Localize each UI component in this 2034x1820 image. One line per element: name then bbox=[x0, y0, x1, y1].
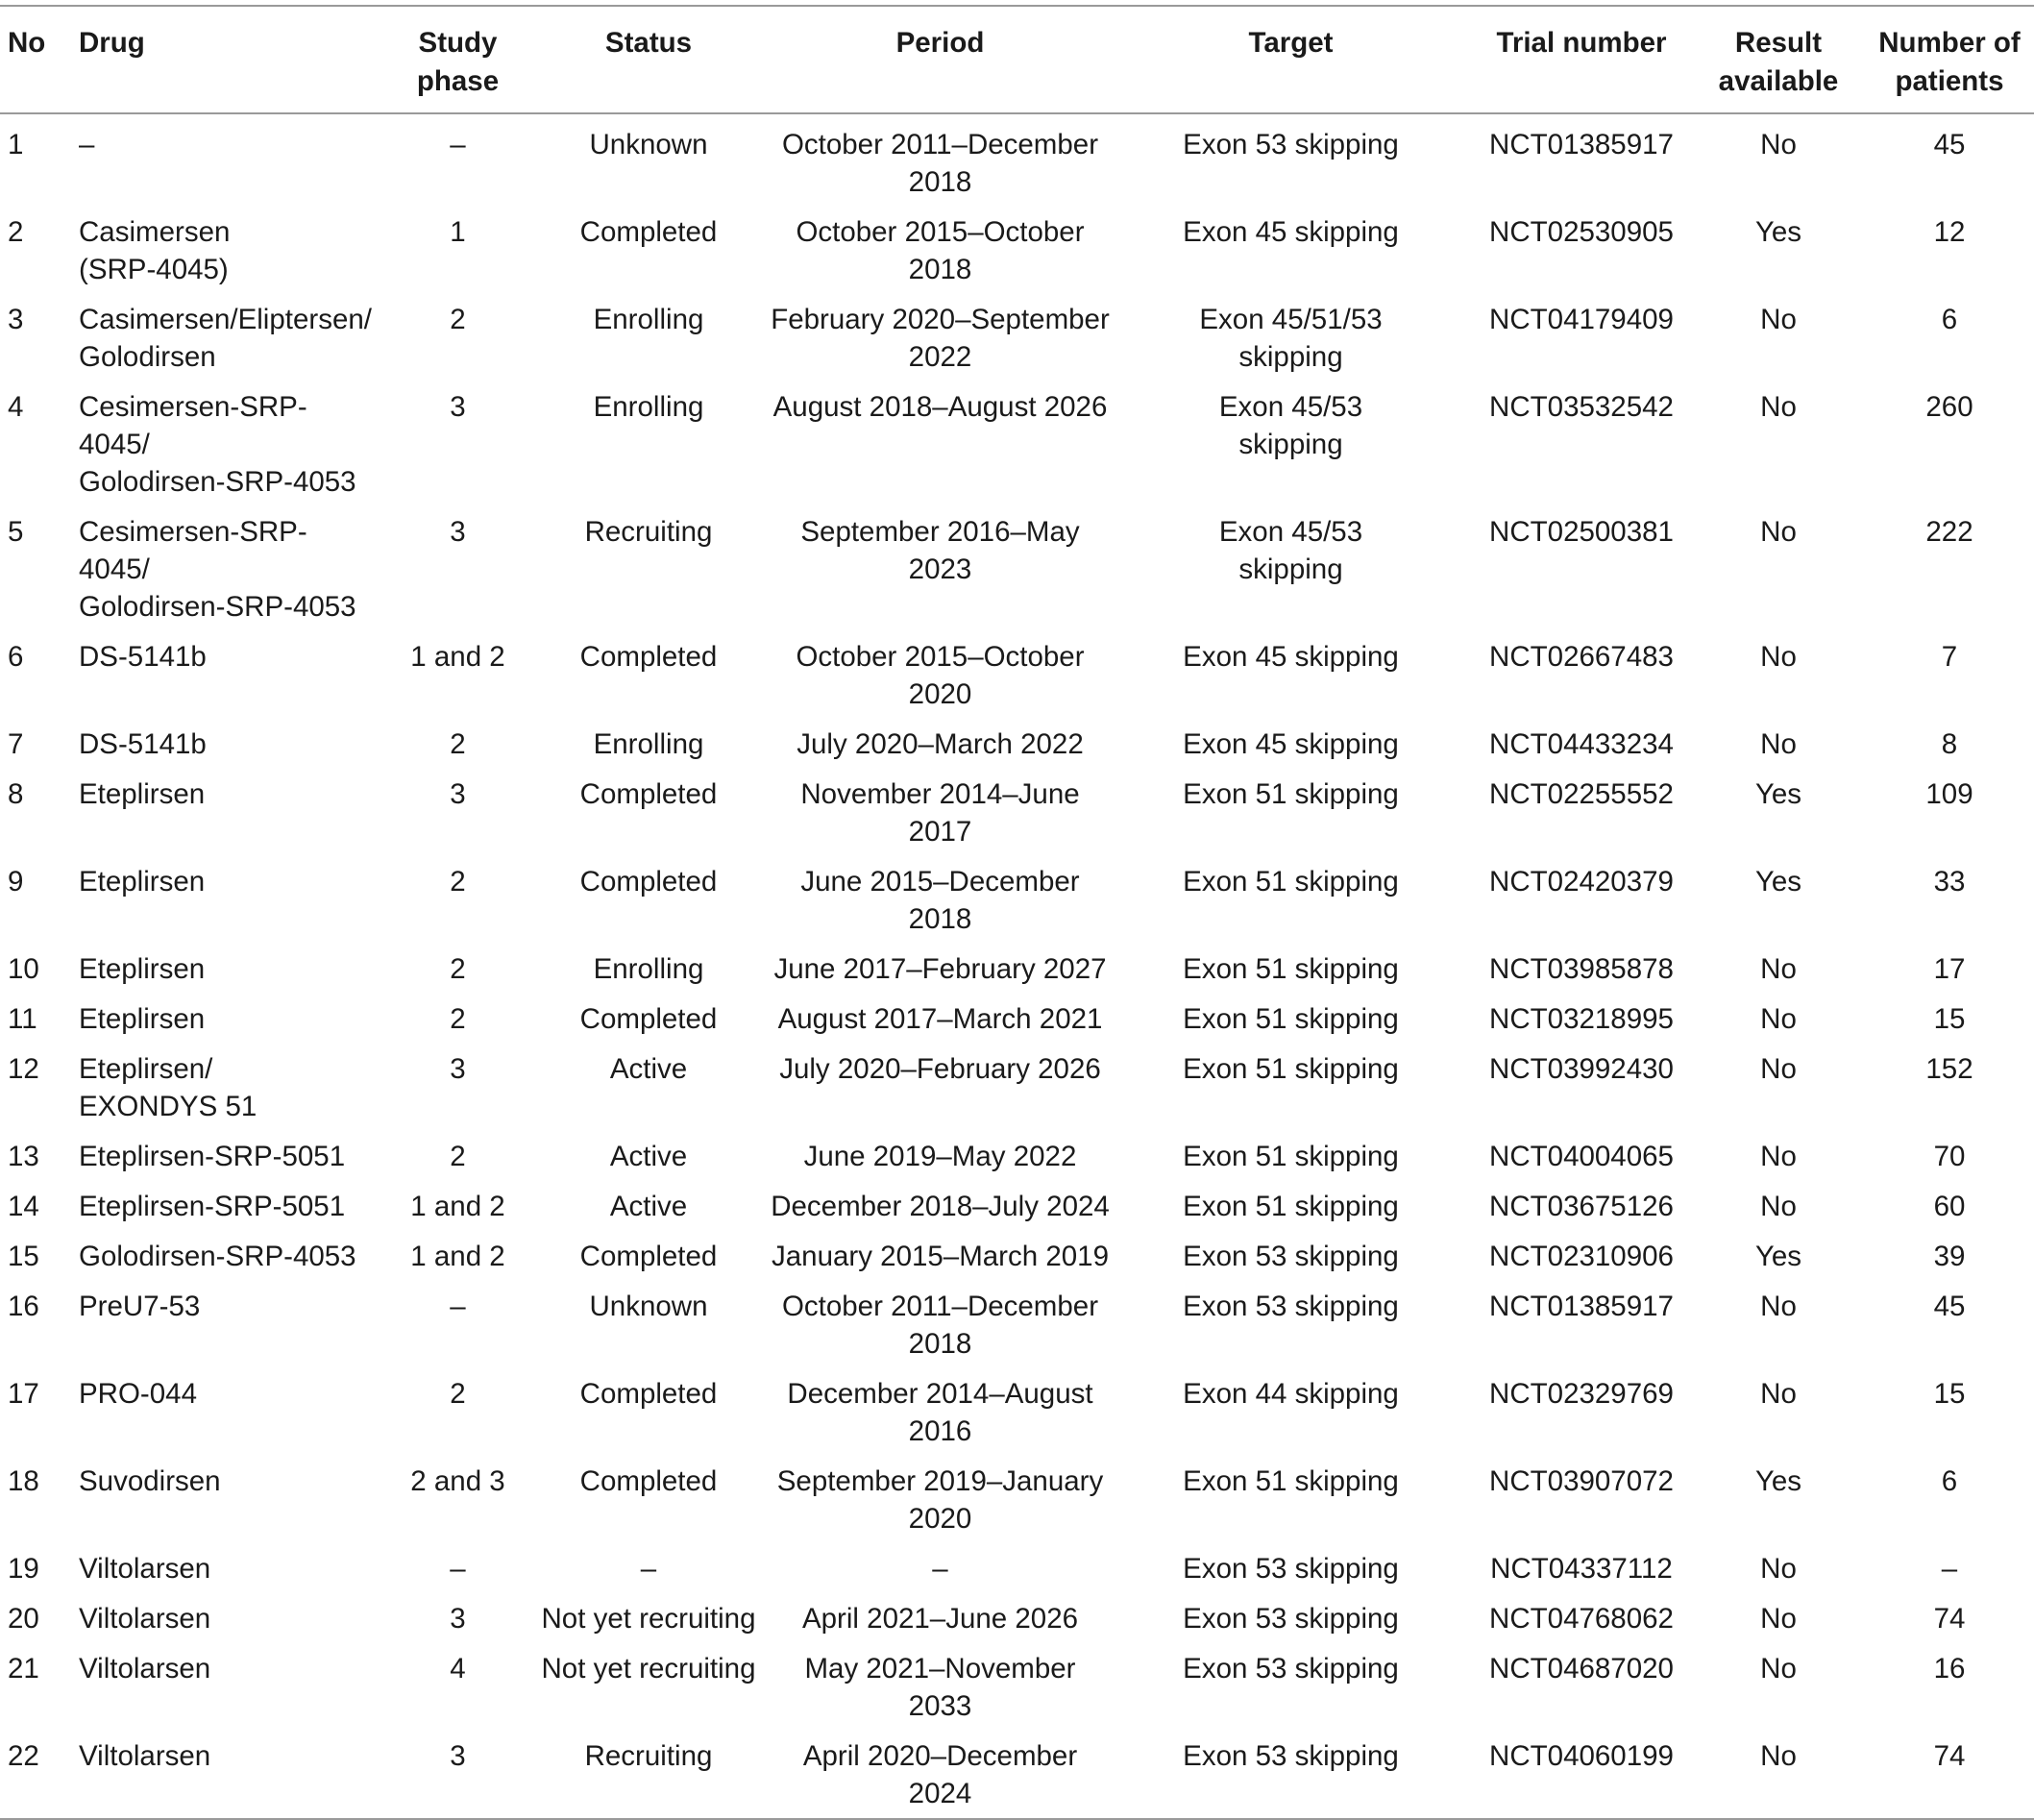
header-result-available-line: Result bbox=[1734, 27, 1823, 59]
cell-result-available: No bbox=[1760, 391, 1797, 423]
cell-period: July 2020–March 2022 bbox=[796, 728, 1084, 760]
cell-study-phase: 2 and 3 bbox=[410, 1465, 505, 1497]
cell-period: June 2017–February 2027 bbox=[773, 953, 1107, 985]
cell-period: August 2018–August 2026 bbox=[772, 391, 1108, 423]
header-result-available-line: available bbox=[1718, 65, 1839, 97]
cell-number-of-patients: 33 bbox=[1933, 866, 1966, 898]
table-row bbox=[0, 1593, 2034, 1643]
cell-no: 12 bbox=[8, 1053, 39, 1085]
cell-no: 1 bbox=[8, 129, 24, 160]
table-row bbox=[0, 856, 2034, 944]
cell-target-line: Exon 51 skipping bbox=[1183, 1465, 1399, 1497]
cell-result-available: No bbox=[1760, 1603, 1797, 1635]
cell-target-line: skipping bbox=[1238, 429, 1343, 460]
cell-target-line: Exon 53 skipping bbox=[1183, 1603, 1399, 1635]
cell-result-available: Yes bbox=[1754, 1465, 1802, 1497]
cell-drug bbox=[71, 944, 388, 994]
cell-drug bbox=[71, 1731, 388, 1819]
cell-number-of-patients: 15 bbox=[1933, 1003, 1966, 1035]
table-row bbox=[0, 631, 2034, 719]
cell-target bbox=[1111, 1643, 1471, 1731]
cell-target bbox=[1111, 1181, 1471, 1231]
cell-drug-line: Cesimersen-SRP- bbox=[79, 391, 307, 423]
cell-no: 19 bbox=[8, 1553, 39, 1585]
cell-result-available: No bbox=[1760, 1653, 1797, 1685]
cell-drug bbox=[71, 506, 388, 631]
cell-number-of-patients: 12 bbox=[1933, 216, 1966, 248]
cell-target-line: Exon 45/51/53 bbox=[1199, 304, 1383, 335]
cell-target bbox=[1111, 113, 1471, 207]
cell-no: 15 bbox=[8, 1241, 39, 1272]
cell-period: October 2015–October 2018 bbox=[796, 216, 1085, 285]
cell-study-phase: 2 bbox=[450, 1378, 466, 1410]
table-row bbox=[0, 1731, 2034, 1819]
cell-period: October 2011–December 2018 bbox=[781, 129, 1099, 198]
cell-drug-line: Eteplirsen bbox=[79, 953, 206, 985]
cell-result-available: No bbox=[1760, 1740, 1797, 1772]
cell-drug-line: – bbox=[79, 129, 95, 160]
cell-trial-number: NCT01385917 bbox=[1489, 1291, 1674, 1322]
cell-target bbox=[1111, 1456, 1471, 1543]
cell-number-of-patients: 70 bbox=[1933, 1141, 1966, 1172]
cell-drug bbox=[71, 1044, 388, 1131]
cell-drug bbox=[71, 1593, 388, 1643]
cell-drug-line: DS-5141b bbox=[79, 641, 207, 673]
cell-trial-number: NCT03985878 bbox=[1489, 953, 1674, 985]
cell-result-available: No bbox=[1760, 129, 1797, 160]
cell-result-available: No bbox=[1760, 304, 1797, 335]
header-study-phase bbox=[388, 6, 527, 113]
cell-study-phase: 2 bbox=[450, 953, 466, 985]
cell-study-phase: 1 and 2 bbox=[410, 641, 505, 673]
table-row bbox=[0, 1281, 2034, 1368]
cell-result-available: No bbox=[1760, 516, 1797, 548]
cell-status: Active bbox=[609, 1053, 688, 1085]
cell-no: 2 bbox=[8, 216, 24, 248]
table-row bbox=[0, 1231, 2034, 1281]
cell-no: 14 bbox=[8, 1191, 39, 1222]
cell-status: Enrolling bbox=[593, 391, 704, 423]
cell-period: August 2017–March 2021 bbox=[777, 1003, 1103, 1035]
cell-drug bbox=[71, 1456, 388, 1543]
cell-trial-number: NCT02255552 bbox=[1489, 778, 1674, 810]
cell-period: May 2021–November 2033 bbox=[804, 1653, 1076, 1722]
cell-drug bbox=[71, 631, 388, 719]
cell-drug-line: Viltolarsen bbox=[79, 1653, 211, 1685]
cell-drug bbox=[71, 1131, 388, 1181]
header-period: Period bbox=[895, 27, 985, 59]
cell-period: October 2011–December 2018 bbox=[781, 1291, 1099, 1360]
cell-period: – bbox=[932, 1553, 948, 1585]
cell-number-of-patients: 60 bbox=[1933, 1191, 1966, 1222]
cell-target bbox=[1111, 719, 1471, 769]
header-study-phase-line: phase bbox=[416, 65, 500, 97]
cell-no: 11 bbox=[8, 1003, 37, 1035]
cell-no: 8 bbox=[8, 778, 24, 810]
cell-trial-number: NCT02667483 bbox=[1489, 641, 1674, 673]
header-number-of-patients bbox=[1865, 6, 2034, 113]
cell-no: 22 bbox=[8, 1740, 39, 1772]
cell-drug-line: Viltolarsen bbox=[79, 1740, 211, 1772]
cell-drug-line: Golodirsen-SRP-4053 bbox=[79, 466, 356, 498]
cell-period: June 2015–December 2018 bbox=[800, 866, 1080, 935]
cell-trial-number: NCT03907072 bbox=[1489, 1465, 1674, 1497]
cell-target-line: Exon 45 skipping bbox=[1183, 728, 1399, 760]
cell-target-line: Exon 44 skipping bbox=[1183, 1378, 1399, 1410]
cell-period: June 2019–May 2022 bbox=[803, 1141, 1077, 1172]
cell-status: Completed bbox=[579, 778, 718, 810]
cell-no: 3 bbox=[8, 304, 24, 335]
cell-number-of-patients: 74 bbox=[1933, 1603, 1966, 1635]
cell-status: Enrolling bbox=[593, 953, 704, 985]
cell-trial-number: NCT03218995 bbox=[1489, 1003, 1674, 1035]
cell-target-line: Exon 53 skipping bbox=[1183, 129, 1399, 160]
cell-drug bbox=[71, 719, 388, 769]
cell-trial-number: NCT04179409 bbox=[1489, 304, 1674, 335]
table-row bbox=[0, 1643, 2034, 1731]
cell-target-line: Exon 53 skipping bbox=[1183, 1291, 1399, 1322]
cell-drug bbox=[71, 1643, 388, 1731]
cell-target-line: Exon 51 skipping bbox=[1183, 1141, 1399, 1172]
table-body bbox=[0, 113, 2034, 1819]
cell-trial-number: NCT02310906 bbox=[1489, 1241, 1674, 1272]
cell-number-of-patients: 6 bbox=[1941, 304, 1958, 335]
table-header-row bbox=[0, 6, 2034, 113]
table-row bbox=[0, 1181, 2034, 1231]
cell-study-phase: – bbox=[450, 129, 466, 160]
cell-target bbox=[1111, 1731, 1471, 1819]
cell-trial-number: NCT03992430 bbox=[1489, 1053, 1674, 1085]
cell-period: September 2016–May 2023 bbox=[800, 516, 1080, 585]
cell-result-available: No bbox=[1760, 1003, 1797, 1035]
cell-period: July 2020–February 2026 bbox=[779, 1053, 1101, 1085]
cell-drug-line: PreU7-53 bbox=[79, 1291, 201, 1322]
cell-no: 10 bbox=[8, 953, 39, 985]
cell-target-line: Exon 45/53 bbox=[1218, 391, 1363, 423]
cell-study-phase: 4 bbox=[450, 1653, 466, 1685]
table-row bbox=[0, 113, 2034, 207]
cell-status: Unknown bbox=[589, 129, 708, 160]
table-row bbox=[0, 1044, 2034, 1131]
cell-target-line: Exon 51 skipping bbox=[1183, 778, 1399, 810]
cell-status: – bbox=[640, 1553, 657, 1585]
cell-target-line: Exon 45 skipping bbox=[1183, 641, 1399, 673]
cell-status: Not yet recruiting bbox=[541, 1603, 756, 1635]
cell-result-available: No bbox=[1760, 1378, 1797, 1410]
table-row bbox=[0, 207, 2034, 294]
table-row bbox=[0, 1543, 2034, 1593]
cell-trial-number: NCT04337112 bbox=[1490, 1553, 1673, 1585]
cell-trial-number: NCT03675126 bbox=[1489, 1191, 1674, 1222]
cell-trial-number: NCT04433234 bbox=[1489, 728, 1674, 760]
cell-drug bbox=[71, 994, 388, 1044]
cell-number-of-patients: 152 bbox=[1925, 1053, 1973, 1085]
cell-status: Enrolling bbox=[593, 728, 704, 760]
cell-period: December 2018–July 2024 bbox=[771, 1191, 1110, 1222]
header-drug: Drug bbox=[79, 27, 145, 59]
cell-study-phase: 1 and 2 bbox=[410, 1241, 505, 1272]
header-no: No bbox=[8, 27, 46, 59]
cell-drug-line: Viltolarsen bbox=[79, 1553, 211, 1585]
cell-target bbox=[1111, 1131, 1471, 1181]
cell-period: December 2014–August 2016 bbox=[787, 1378, 1093, 1447]
cell-status: Completed bbox=[579, 216, 718, 248]
cell-number-of-patients: 260 bbox=[1925, 391, 1973, 423]
header-number-of-patients-line: patients bbox=[1895, 65, 2004, 97]
cell-study-phase: – bbox=[450, 1291, 466, 1322]
cell-result-available: No bbox=[1760, 641, 1797, 673]
cell-status: Not yet recruiting bbox=[541, 1653, 756, 1685]
cell-result-available: No bbox=[1760, 1053, 1797, 1085]
cell-number-of-patients: 8 bbox=[1941, 728, 1958, 760]
cell-trial-number: NCT04687020 bbox=[1489, 1653, 1674, 1685]
cell-target-line: Exon 51 skipping bbox=[1183, 866, 1399, 898]
cell-period: April 2021–June 2026 bbox=[801, 1603, 1079, 1635]
cell-drug-line: Cesimersen-SRP- bbox=[79, 516, 307, 548]
cell-target-line: Exon 45 skipping bbox=[1183, 216, 1399, 248]
cell-drug-line: 4045/ bbox=[79, 553, 150, 585]
cell-drug-line: Golodirsen bbox=[79, 341, 216, 373]
cell-drug-line: PRO-044 bbox=[79, 1378, 197, 1410]
cell-drug bbox=[71, 1543, 388, 1593]
cell-result-available: No bbox=[1760, 1191, 1797, 1222]
cell-status: Completed bbox=[579, 1241, 718, 1272]
cell-target-line: Exon 51 skipping bbox=[1183, 1191, 1399, 1222]
cell-study-phase: 3 bbox=[450, 1740, 466, 1772]
cell-number-of-patients: 17 bbox=[1933, 953, 1966, 985]
cell-drug-line: Eteplirsen bbox=[79, 1003, 206, 1035]
cell-result-available: Yes bbox=[1754, 866, 1802, 898]
cell-study-phase: 3 bbox=[450, 516, 466, 548]
cell-no: 9 bbox=[8, 866, 24, 898]
table-row bbox=[0, 994, 2034, 1044]
cell-target-line: Exon 53 skipping bbox=[1183, 1740, 1399, 1772]
cell-drug-line: (SRP-4045) bbox=[79, 254, 229, 285]
cell-study-phase: 2 bbox=[450, 728, 466, 760]
cell-trial-number: NCT02530905 bbox=[1489, 216, 1674, 248]
cell-status: Enrolling bbox=[593, 304, 704, 335]
cell-target-line: Exon 51 skipping bbox=[1183, 1053, 1399, 1085]
cell-trial-number: NCT02500381 bbox=[1489, 516, 1674, 548]
cell-status: Active bbox=[609, 1191, 688, 1222]
cell-result-available: No bbox=[1760, 728, 1797, 760]
cell-status: Active bbox=[609, 1141, 688, 1172]
cell-status: Recruiting bbox=[584, 1740, 713, 1772]
cell-drug-line: Viltolarsen bbox=[79, 1603, 211, 1635]
cell-status: Completed bbox=[579, 1003, 718, 1035]
cell-drug-line: DS-5141b bbox=[79, 728, 207, 760]
cell-study-phase: 1 bbox=[450, 216, 466, 248]
cell-drug-line: 4045/ bbox=[79, 429, 150, 460]
cell-target-line: Exon 53 skipping bbox=[1183, 1241, 1399, 1272]
cell-result-available: No bbox=[1760, 1553, 1797, 1585]
cell-no: 21 bbox=[8, 1653, 39, 1685]
header-study-phase-line: Study bbox=[418, 27, 498, 59]
cell-number-of-patients: 7 bbox=[1941, 641, 1958, 673]
cell-study-phase: 2 bbox=[450, 1003, 466, 1035]
cell-trial-number: NCT04768062 bbox=[1489, 1603, 1674, 1635]
cell-no: 5 bbox=[8, 516, 24, 548]
cell-drug bbox=[71, 294, 388, 381]
cell-study-phase: 3 bbox=[450, 391, 466, 423]
table-row bbox=[0, 381, 2034, 506]
cell-drug bbox=[71, 1281, 388, 1368]
cell-drug-line: Eteplirsen-SRP-5051 bbox=[79, 1141, 346, 1172]
cell-result-available: Yes bbox=[1754, 216, 1802, 248]
cell-result-available: No bbox=[1760, 953, 1797, 985]
cell-study-phase: – bbox=[450, 1553, 466, 1585]
cell-number-of-patients: 39 bbox=[1933, 1241, 1966, 1272]
clinical-trials-table bbox=[0, 5, 2034, 1820]
cell-target bbox=[1111, 631, 1471, 719]
header-number-of-patients-line: Number of bbox=[1878, 27, 2021, 59]
cell-target bbox=[1111, 207, 1471, 294]
cell-period: November 2014–June 2017 bbox=[800, 778, 1080, 848]
cell-no: 13 bbox=[8, 1141, 39, 1172]
cell-trial-number: NCT01385917 bbox=[1489, 129, 1674, 160]
cell-drug bbox=[71, 1181, 388, 1231]
cell-number-of-patients: – bbox=[1941, 1553, 1958, 1585]
cell-drug-line: Eteplirsen bbox=[79, 778, 206, 810]
cell-drug-line: Casimersen bbox=[79, 216, 231, 248]
cell-target-line: Exon 51 skipping bbox=[1183, 953, 1399, 985]
cell-target-line: Exon 45/53 bbox=[1218, 516, 1363, 548]
cell-study-phase: 3 bbox=[450, 1053, 466, 1085]
cell-drug-line: Eteplirsen/ bbox=[79, 1053, 213, 1085]
cell-trial-number: NCT02420379 bbox=[1489, 866, 1674, 898]
cell-no: 18 bbox=[8, 1465, 39, 1497]
cell-target bbox=[1111, 1543, 1471, 1593]
cell-target-line: Exon 51 skipping bbox=[1183, 1003, 1399, 1035]
cell-no: 16 bbox=[8, 1291, 39, 1322]
cell-result-available: No bbox=[1760, 1291, 1797, 1322]
cell-period: January 2015–March 2019 bbox=[772, 1241, 1109, 1272]
cell-target bbox=[1111, 1044, 1471, 1131]
cell-target bbox=[1111, 1231, 1471, 1281]
cell-target bbox=[1111, 994, 1471, 1044]
cell-status: Completed bbox=[579, 641, 718, 673]
cell-drug-line: EXONDYS 51 bbox=[79, 1091, 257, 1122]
cell-number-of-patients: 6 bbox=[1941, 1465, 1958, 1497]
cell-drug-line: Casimersen/Eliptersen/ bbox=[79, 304, 372, 335]
cell-target bbox=[1111, 769, 1471, 856]
cell-target bbox=[1111, 294, 1471, 381]
cell-period: February 2020–September 2022 bbox=[771, 304, 1110, 373]
cell-drug-line: Golodirsen-SRP-4053 bbox=[79, 591, 356, 623]
cell-drug-line: Golodirsen-SRP-4053 bbox=[79, 1241, 356, 1272]
cell-trial-number: NCT04060199 bbox=[1489, 1740, 1674, 1772]
cell-drug bbox=[71, 113, 388, 207]
cell-target-line: skipping bbox=[1238, 341, 1343, 373]
cell-number-of-patients: 109 bbox=[1925, 778, 1973, 810]
cell-drug-line: Eteplirsen bbox=[79, 866, 206, 898]
cell-target-line: Exon 53 skipping bbox=[1183, 1653, 1399, 1685]
table-row bbox=[0, 506, 2034, 631]
cell-target-line: skipping bbox=[1238, 553, 1343, 585]
cell-study-phase: 3 bbox=[450, 1603, 466, 1635]
cell-number-of-patients: 222 bbox=[1925, 516, 1973, 548]
header-result-available bbox=[1692, 6, 1865, 113]
cell-number-of-patients: 74 bbox=[1933, 1740, 1966, 1772]
table-row bbox=[0, 719, 2034, 769]
table-row bbox=[0, 1456, 2034, 1543]
cell-result-available: Yes bbox=[1754, 1241, 1802, 1272]
cell-drug bbox=[71, 769, 388, 856]
cell-study-phase: 2 bbox=[450, 1141, 466, 1172]
table-row bbox=[0, 769, 2034, 856]
cell-status: Unknown bbox=[589, 1291, 708, 1322]
cell-target bbox=[1111, 944, 1471, 994]
table-row bbox=[0, 1131, 2034, 1181]
cell-number-of-patients: 16 bbox=[1933, 1653, 1966, 1685]
cell-no: 17 bbox=[8, 1378, 39, 1410]
cell-status: Recruiting bbox=[584, 516, 713, 548]
cell-result-available: No bbox=[1760, 1141, 1797, 1172]
header-status: Status bbox=[604, 27, 693, 59]
cell-drug bbox=[71, 381, 388, 506]
cell-period: April 2020–December 2024 bbox=[802, 1740, 1078, 1809]
cell-drug bbox=[71, 856, 388, 944]
cell-target bbox=[1111, 1593, 1471, 1643]
cell-trial-number: NCT03532542 bbox=[1489, 391, 1674, 423]
cell-target bbox=[1111, 856, 1471, 944]
cell-drug-line: Suvodirsen bbox=[79, 1465, 221, 1497]
cell-trial-number: NCT02329769 bbox=[1489, 1378, 1674, 1410]
cell-drug bbox=[71, 1231, 388, 1281]
cell-study-phase: 2 bbox=[450, 304, 466, 335]
cell-drug bbox=[71, 207, 388, 294]
cell-target bbox=[1111, 506, 1471, 631]
header-target: Target bbox=[1248, 27, 1334, 59]
cell-target-line: Exon 53 skipping bbox=[1183, 1553, 1399, 1585]
cell-number-of-patients: 15 bbox=[1933, 1378, 1966, 1410]
cell-target bbox=[1111, 1281, 1471, 1368]
cell-no: 20 bbox=[8, 1603, 39, 1635]
cell-study-phase: 1 and 2 bbox=[410, 1191, 505, 1222]
cell-number-of-patients: 45 bbox=[1933, 129, 1966, 160]
cell-no: 6 bbox=[8, 641, 24, 673]
cell-target bbox=[1111, 381, 1471, 506]
table-row bbox=[0, 944, 2034, 994]
cell-trial-number: NCT04004065 bbox=[1489, 1141, 1674, 1172]
cell-no: 7 bbox=[8, 728, 24, 760]
cell-result-available: Yes bbox=[1754, 778, 1802, 810]
cell-number-of-patients: 45 bbox=[1933, 1291, 1966, 1322]
header-trial-number: Trial number bbox=[1496, 27, 1667, 59]
cell-status: Completed bbox=[579, 866, 718, 898]
table-row bbox=[0, 294, 2034, 381]
cell-period: October 2015–October 2020 bbox=[796, 641, 1085, 710]
cell-no: 4 bbox=[8, 391, 24, 423]
cell-study-phase: 3 bbox=[450, 778, 466, 810]
cell-study-phase: 2 bbox=[450, 866, 466, 898]
cell-period: September 2019–January 2020 bbox=[776, 1465, 1104, 1535]
cell-drug-line: Eteplirsen-SRP-5051 bbox=[79, 1191, 346, 1222]
cell-status: Completed bbox=[579, 1378, 718, 1410]
cell-status: Completed bbox=[579, 1465, 718, 1497]
